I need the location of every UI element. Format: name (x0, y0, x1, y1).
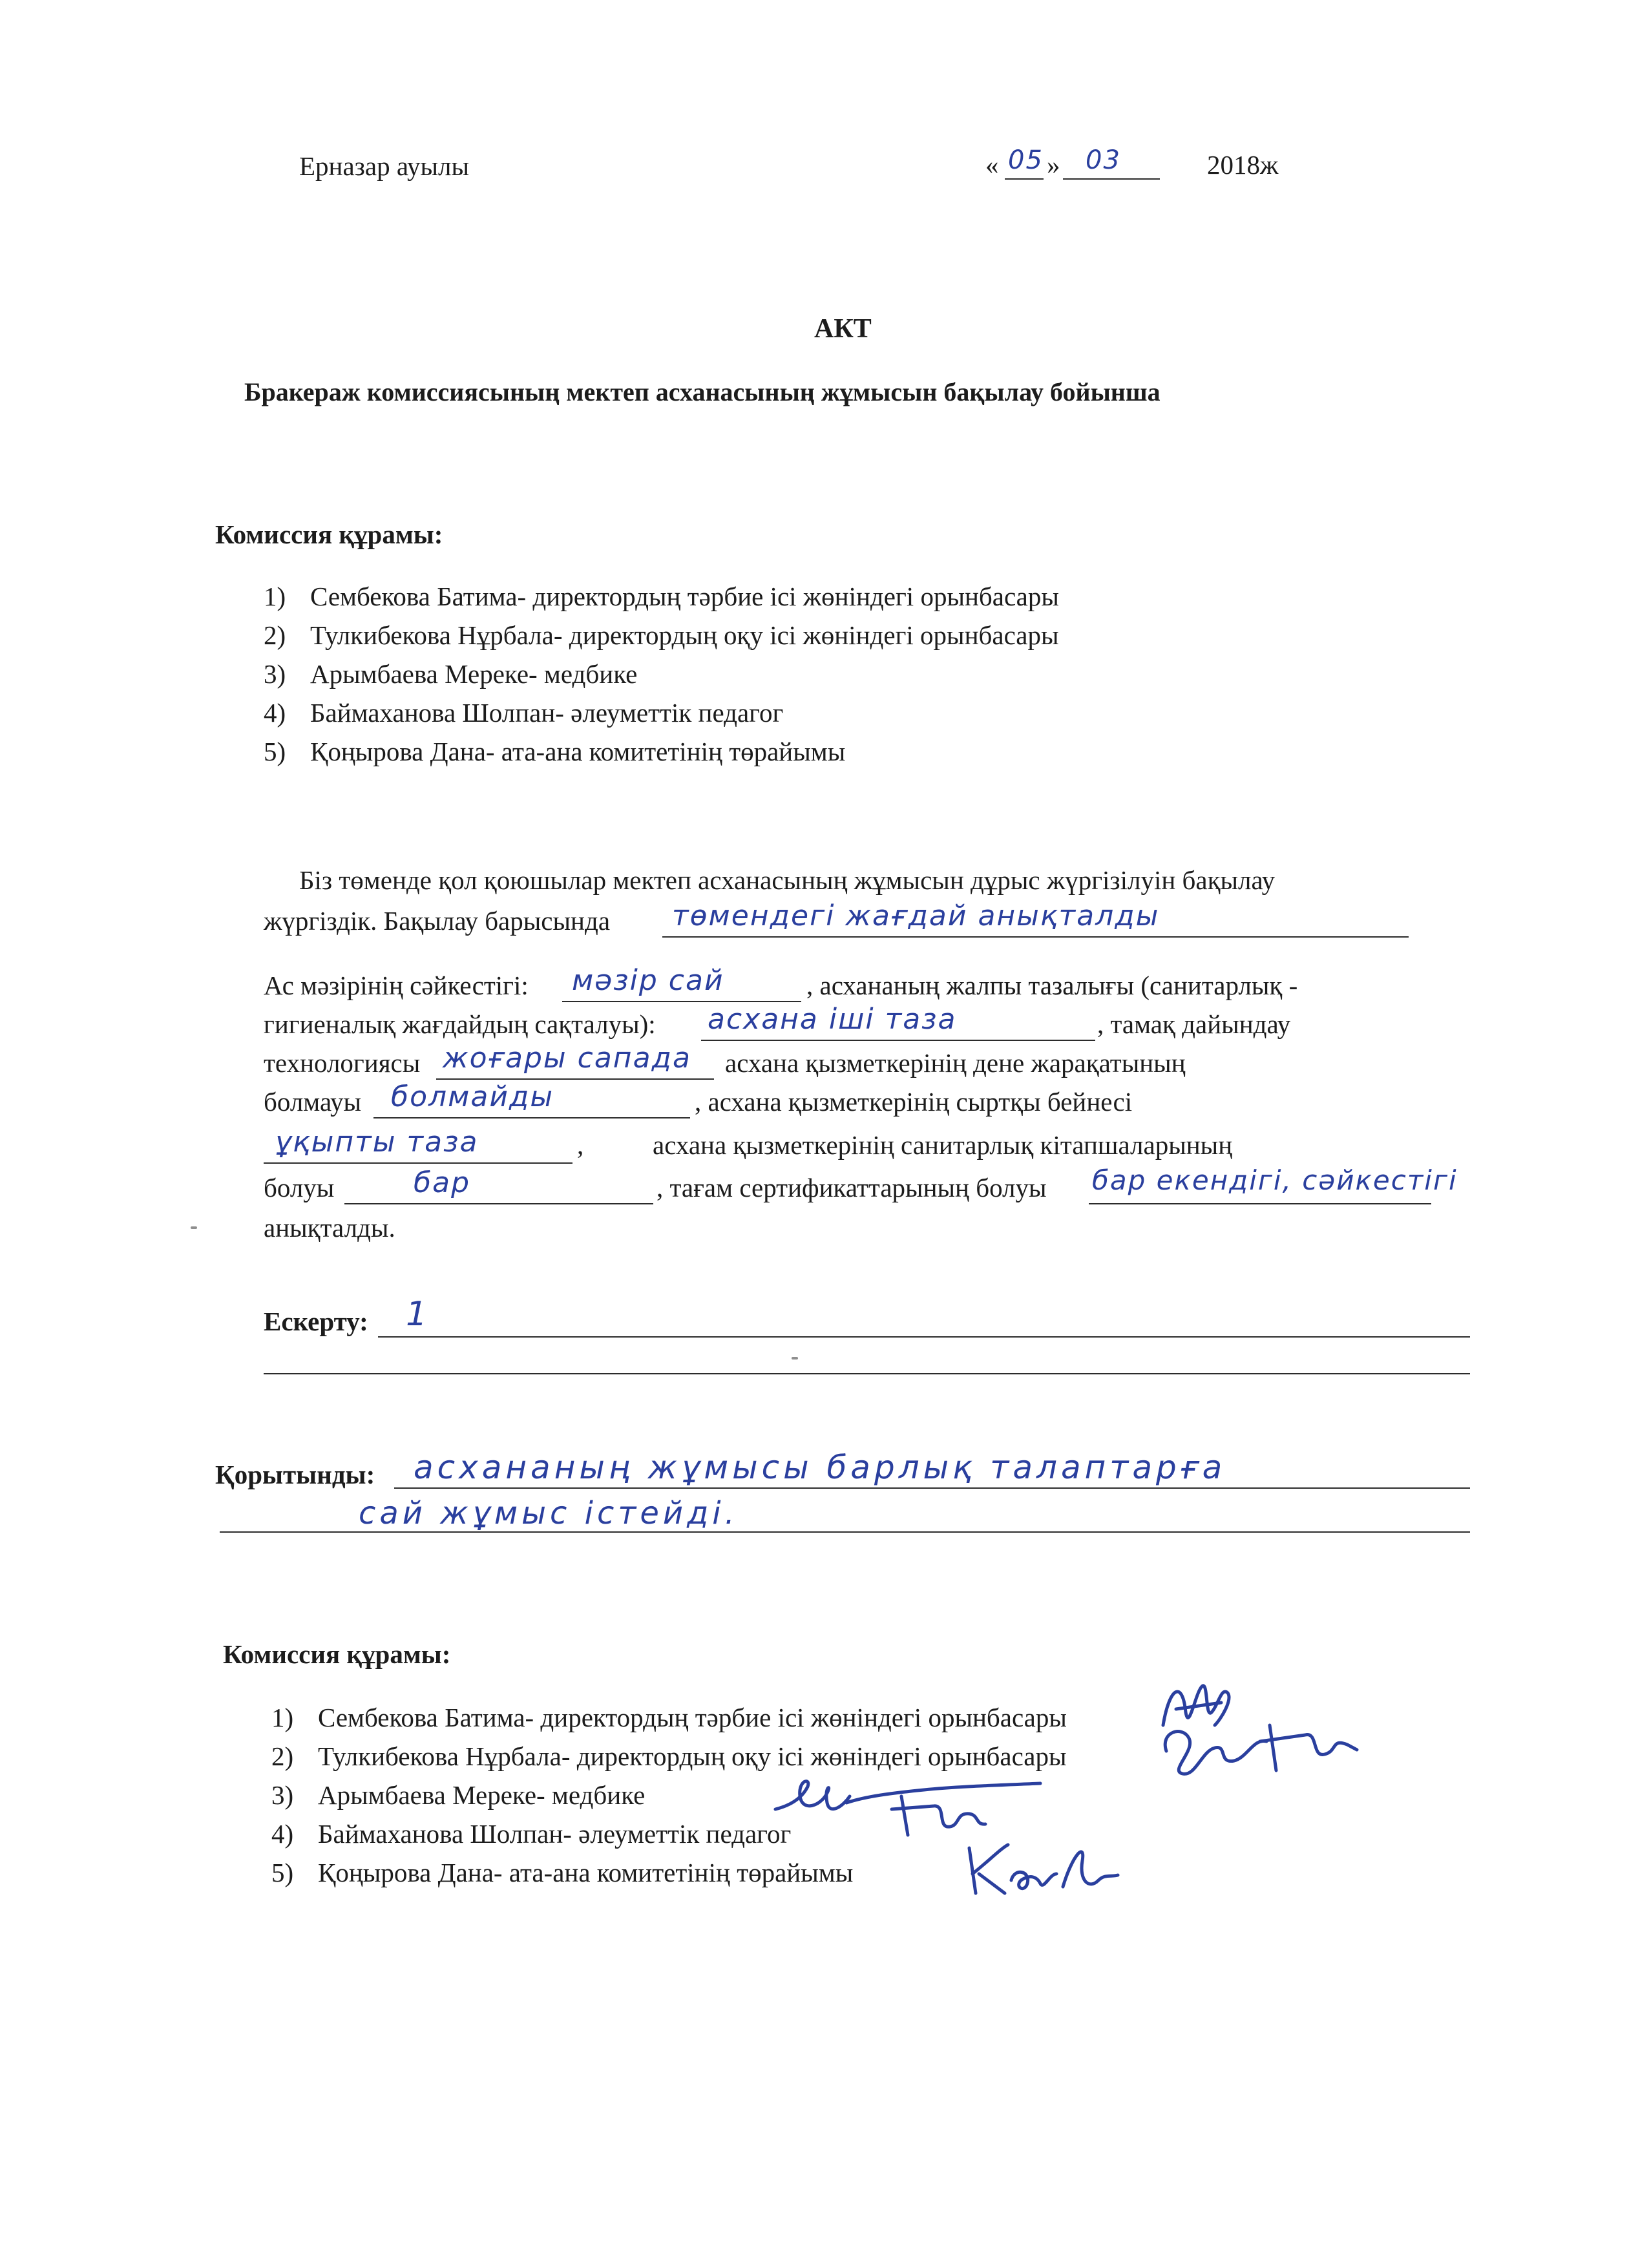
note-line-2 (264, 1373, 1470, 1374)
scan-speck (792, 1357, 798, 1360)
date-month-line (1063, 178, 1160, 180)
member-number: 4) (264, 698, 286, 728)
member-text: Тулкибекова Нұрбала- директордың оқу ісі жөніндегі орынбасары (310, 620, 1059, 650)
intro-line-2: жүргіздік. Бақылау барысында (264, 906, 611, 936)
cert-label: , тағам сертификаттарының болуы (656, 1173, 1047, 1202)
hw-book: бар (414, 1166, 471, 1199)
hw-observation: төмендегі жағдай анықталды (672, 899, 1160, 932)
signature-konyrova (956, 1829, 1124, 1906)
observation-line (662, 936, 1409, 938)
hw-conclusion-1: асхананың жұмысы барлық талаптарға (414, 1449, 1226, 1486)
cleanliness-label-2: гигиеналық жағдайдың сақталуы): (264, 1009, 656, 1039)
document-subtitle: Бракераж комиссиясының мектеп асханасының жұмысын бақылау бойынша (244, 377, 1161, 406)
member-text: Баймаханова Шолпан- әлеуметтік педагог (310, 698, 784, 728)
hw-tech: жоғары сапада (443, 1042, 691, 1075)
member-number: 3) (271, 1780, 294, 1810)
document-title: АКТ (814, 314, 872, 344)
body-ending: анықталды. (264, 1213, 395, 1243)
injury-line (373, 1117, 690, 1118)
member-number: 5) (271, 1858, 294, 1887)
cleanliness-label: , асхананың жалпы тазалығы (санитарлық - (806, 971, 1298, 1000)
note-label: Ескерту: (264, 1307, 368, 1336)
member-number: 1) (271, 1703, 294, 1732)
date-day-line (1005, 178, 1044, 180)
injury-label-2: болмауы (264, 1087, 362, 1117)
signature-tulkibekova (1157, 1712, 1363, 1783)
member-text: Тулкибекова Нұрбала- директордың оқу ісі жөніндегі орынбасары (318, 1741, 1067, 1771)
date-quote-open: « (985, 150, 999, 180)
member-number: 2) (264, 620, 286, 650)
injury-label: асхана қызметкерінің дене жарақатының (725, 1048, 1186, 1078)
book-label: асхана қызметкерінің санитарлық кітапшаларының (653, 1130, 1233, 1160)
book-line (344, 1203, 653, 1204)
member-text: Баймаханова Шолпан- әлеуметтік педагог (318, 1819, 792, 1849)
member-number: 5) (264, 737, 286, 766)
member-text: Сембекова Батима- директордың тәрбие ісі жөніндегі орынбасары (310, 582, 1059, 611)
cleanliness-line (701, 1040, 1095, 1041)
member-number: 2) (271, 1741, 294, 1771)
conclusion-line-1 (394, 1487, 1470, 1489)
hw-conclusion-2: сай жұмыс істейді. (359, 1495, 739, 1531)
commission-heading-top: Комиссия құрамы: (215, 520, 443, 549)
hw-appearance: ұқыпты таза (275, 1126, 479, 1159)
appearance-line (264, 1162, 572, 1164)
date-quote-close: » (1047, 150, 1060, 180)
conclusion-label: Қорытынды: (215, 1460, 375, 1489)
commission-heading-bottom: Комиссия құрамы: (223, 1639, 451, 1669)
book-label-2: болуы (264, 1173, 335, 1202)
date-month: 03 (1086, 145, 1121, 175)
member-text: Қоңырова Дана- ата-ана комитетінің төрайымы (318, 1858, 854, 1887)
member-text: Сембекова Батима- директордың тәрбие ісі жөніндегі орынбасары (318, 1703, 1067, 1732)
tech-line (436, 1078, 714, 1080)
appearance-comma: , (577, 1130, 584, 1160)
menu-line (562, 1001, 801, 1002)
member-number: 3) (264, 659, 286, 689)
hw-cert: бар екендігі, сәйкестігі (1092, 1164, 1458, 1196)
place-name: Ерназар ауылы (299, 151, 469, 181)
member-number: 4) (271, 1819, 294, 1849)
tech-label-2: технологиясы (264, 1048, 421, 1078)
hw-menu: мәзір сай (572, 964, 724, 997)
member-text: Арымбаева Мереке- медбике (318, 1780, 646, 1810)
tech-label: , тамақ дайындау (1097, 1009, 1291, 1039)
member-text: Қоңырова Дана- ата-ана комитетінің төрайымы (310, 737, 846, 766)
hw-cleanliness: асхана іші таза (708, 1003, 957, 1036)
intro-line-1: Біз төменде қол қоюшылар мектеп асханасының жұмысын дұрыс жүргізілуін бақылау (299, 865, 1276, 895)
member-text: Арымбаева Мереке- медбике (310, 659, 638, 689)
scan-speck (191, 1226, 197, 1229)
appearance-label: , асхана қызметкерінің сыртқы бейнесі (695, 1087, 1133, 1117)
date-year: 2018ж (1207, 150, 1279, 180)
conclusion-line-2 (220, 1531, 1470, 1533)
hw-injury: болмайды (391, 1080, 554, 1113)
menu-label: Ас мәзірінің сәйкестігі: (264, 971, 529, 1000)
hw-note-value: 1 (406, 1295, 429, 1334)
note-line-1 (378, 1336, 1470, 1338)
date-day: 05 (1008, 145, 1044, 175)
member-number: 1) (264, 582, 286, 611)
cert-line (1089, 1203, 1431, 1204)
